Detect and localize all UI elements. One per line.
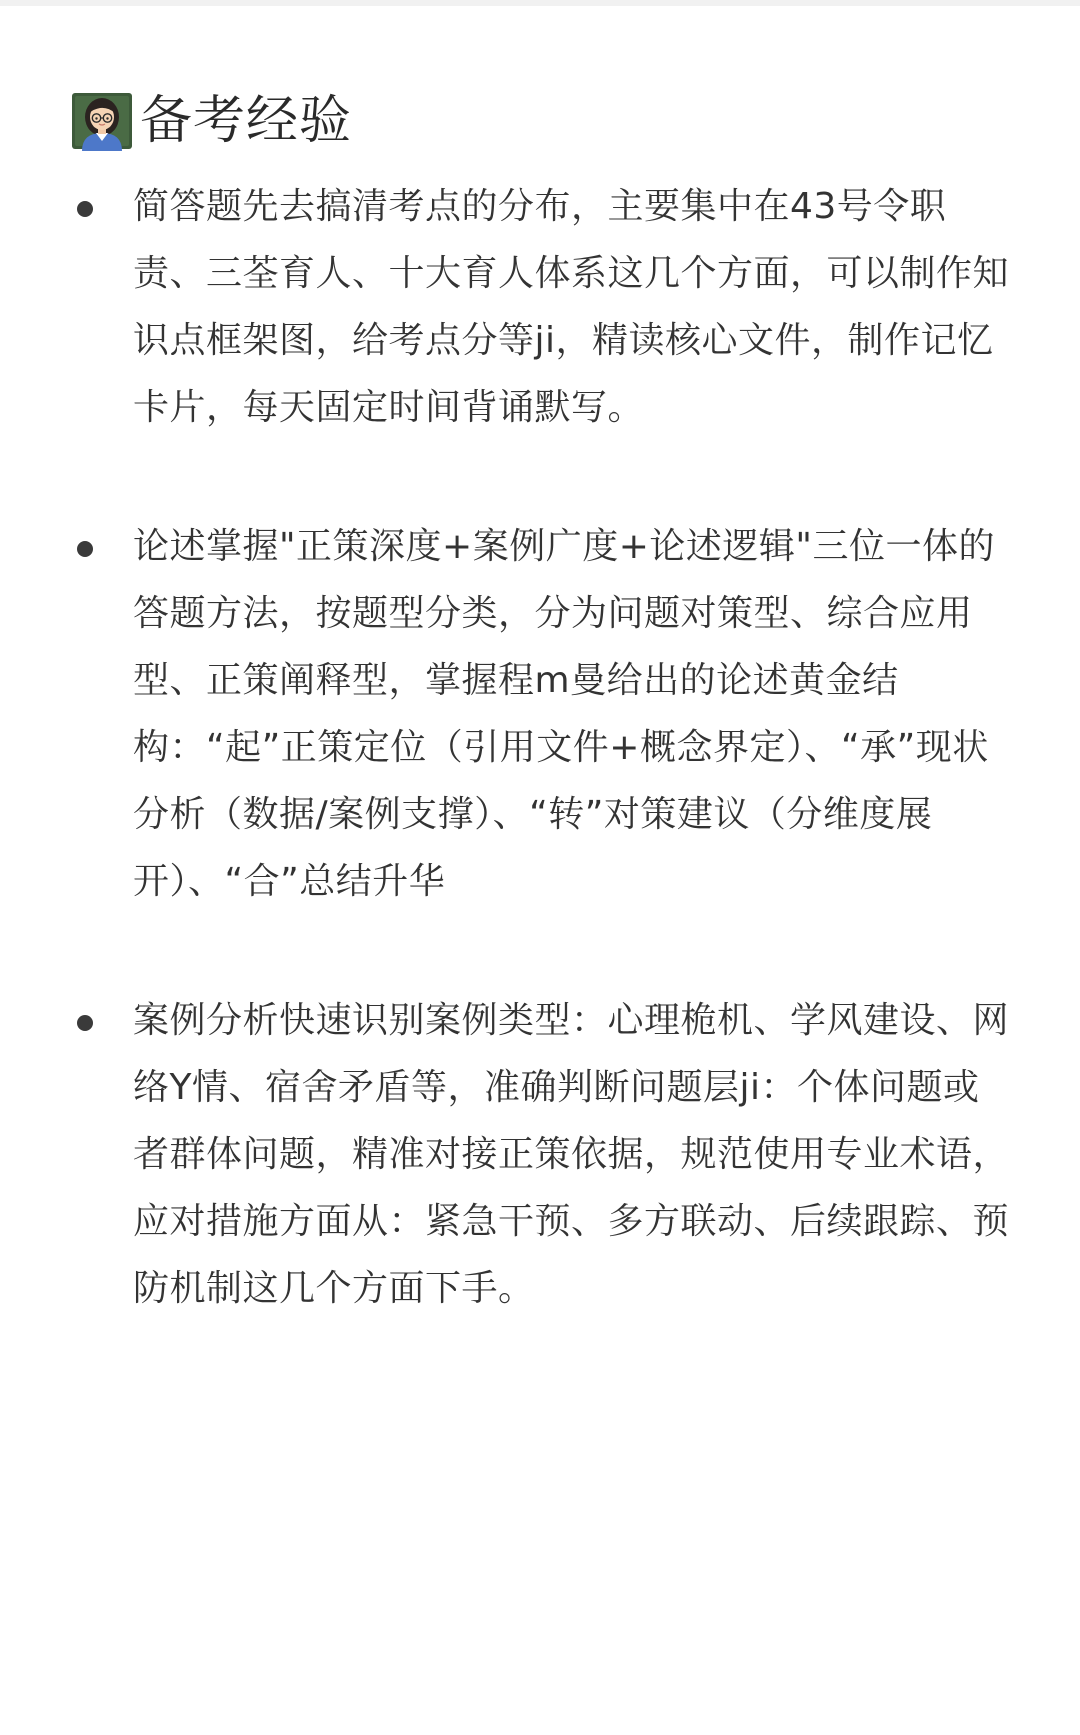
list-item-text: 论述掌握"正策深度+案例广度+论述逻辑"三位一体的答题方法，按题型分类，分为问题对策型、综合应用型、正策阐释型，掌握程m曼给出的论述黄金结构：“起”正策定位（引用文件+概念界定）、“承”现状分析（数据/案例支撑）、“转”对策建议（分维度展开）、“合”总结升华 (133, 526, 995, 902)
bullet-dot (77, 201, 93, 217)
section-heading (70, 86, 352, 156)
woman-teacher-icon (70, 89, 134, 153)
list-item-text: 案例分析快速识别案例类型：心理桅机、学风建设、网络Y情、宿舍矛盾等，准确判断问题层ji：个体问题或者群体问题，精准对接正策依据，规范使用专业术语，应对措施方面从：紧急干预、多方联动、后续跟踪、预防机制这几个方面下手。 (133, 1000, 1010, 1309)
bullet-dot (77, 541, 93, 557)
list-item-text: 简答题先去搞清考点的分布，主要集中在43号令职责、三荃育人、十大育人体系这几个方面，可以制作知识点框架图，给考点分等ji，精读核心文件，制作记忆卡片，每天固定时间背诵默写。 (133, 186, 1010, 428)
top-divider (0, 0, 1080, 6)
bullet-dot (77, 1015, 93, 1031)
section-title: 备考经验 (140, 91, 353, 151)
